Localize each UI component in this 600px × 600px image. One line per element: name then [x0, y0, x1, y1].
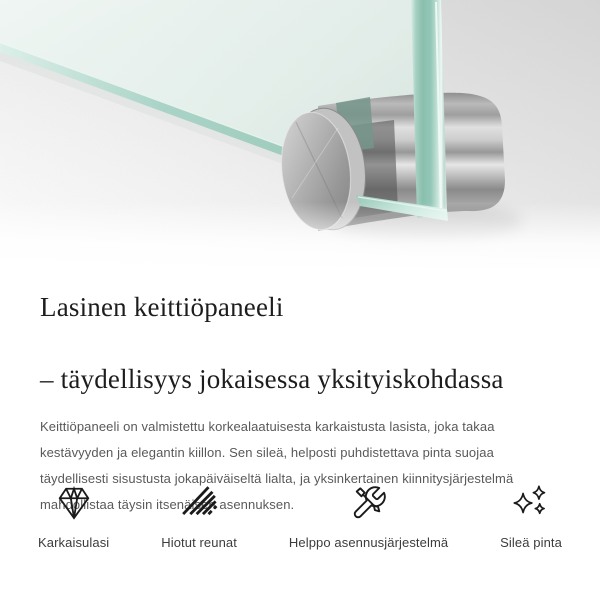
polished-edges-icon: [180, 484, 218, 522]
feature-polished-edges: [161, 484, 237, 550]
diamond-icon: [55, 484, 93, 522]
feature-label: Sileä pinta: [500, 535, 562, 550]
feature-label: Hiotut reunat: [161, 535, 237, 550]
title-line-1: Lasinen keittiöpaneeli: [40, 292, 284, 322]
feature-easy-mounting: [289, 484, 448, 550]
sparkles-icon: [512, 484, 550, 522]
feature-smooth-surface: [500, 484, 562, 550]
tools-icon: [350, 484, 388, 522]
lead-paragraph: Keittiöpaneeli on valmistettu korkealaatuisesta karkaistusta lasista, joka takaa kestävyyden ja elegantin kiillon. Sen sileä, helposti puhdistettava pinta suojaa täydellisesti sisustusta jokapäiväiseltä lialta, ja yksinkertainen kiinnitysjärjestelmä mahdollistaa täysin itsenäisen asennuksen.: [40, 419, 514, 512]
page-title: [40, 289, 564, 397]
feature-label: Helppo asennusjärjestelmä: [288, 535, 449, 550]
feature-tempered-glass: [38, 484, 109, 550]
hero-image: [0, 0, 600, 272]
features-row: [38, 484, 562, 550]
feature-label: Karkaisulasi: [38, 535, 110, 550]
title-line-2: – täydellisyys jokaisessa yksityiskohdassa: [40, 364, 504, 394]
